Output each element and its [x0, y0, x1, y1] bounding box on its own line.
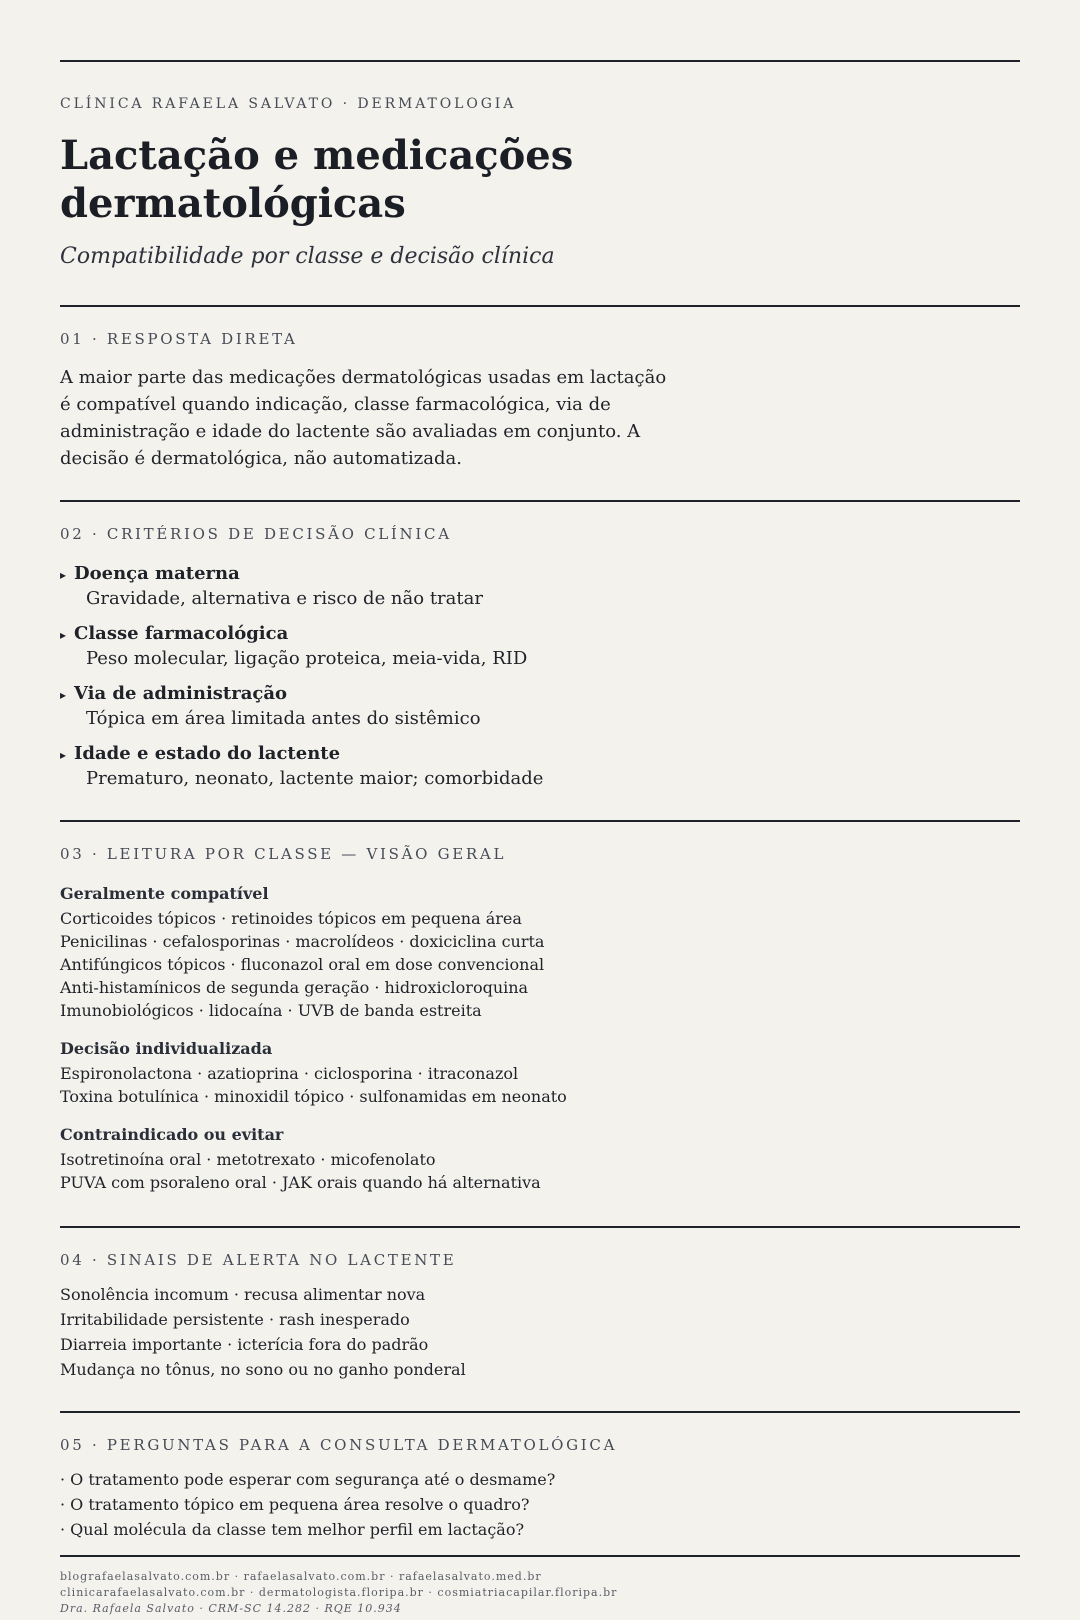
class-group-lines	[60, 1148, 1020, 1194]
section-label: 02 · CRITÉRIOS DE DECISÃO CLÍNICA	[60, 525, 452, 543]
criterion-title-text: Idade e estado do lactente	[74, 743, 341, 764]
section-direct-answer	[60, 329, 1020, 472]
section-divider	[60, 1226, 1020, 1228]
question-item: · Qual molécula da classe tem melhor perfil em lactação?	[60, 1520, 525, 1539]
criterion-item	[60, 742, 1020, 791]
class-group-individualized	[60, 1038, 1020, 1108]
footer-divider	[60, 1555, 1020, 1557]
criteria-list	[60, 562, 1020, 791]
section-questions	[60, 1435, 1020, 1542]
class-line: Penicilinas · cefalosporinas · macrolídeos · doxiciclina curta	[60, 932, 545, 951]
class-group-heading: Geralmente compatível	[60, 884, 269, 903]
class-group-heading: Contraindicado ou evitar	[60, 1125, 284, 1144]
section-divider	[60, 500, 1020, 502]
section-infant-alerts	[60, 1250, 1020, 1382]
class-line: PUVA com psoraleno oral · JAK orais quando há alternativa	[60, 1173, 541, 1192]
section-divider	[60, 1411, 1020, 1413]
class-line: Isotretinoína oral · metotrexato · micofenolato	[60, 1150, 436, 1169]
section-label: 04 · SINAIS DE ALERTA NO LACTENTE	[60, 1251, 457, 1269]
criterion-title	[60, 742, 1020, 766]
page-subtitle: Compatibilidade por classe e decisão clínica	[60, 244, 555, 269]
alert-signs-list	[60, 1282, 1020, 1382]
footer	[60, 1569, 1020, 1617]
alert-sign: Sonolência incomum · recusa alimentar nova	[60, 1285, 426, 1304]
alert-sign: Irritabilidade persistente · rash inesperado	[60, 1310, 410, 1329]
section-label: 05 · PERGUNTAS PARA A CONSULTA DERMATOLÓGICA	[60, 1436, 618, 1454]
question-item: · O tratamento tópico em pequena área resolve o quadro?	[60, 1495, 530, 1514]
criterion-title-text: Via de administração	[74, 683, 288, 704]
section-label: 03 · LEITURA POR CLASSE — VISÃO GERAL	[60, 845, 507, 863]
triangle-bullet-icon	[60, 629, 74, 641]
class-line: Toxina botulínica · minoxidil tópico · sulfonamidas em neonato	[60, 1087, 567, 1106]
section-divider	[60, 820, 1020, 822]
criterion-detail: Gravidade, alternativa e risco de não tratar	[86, 588, 483, 609]
clinic-eyebrow: CLÍNICA RAFAELA SALVATO · DERMATOLOGIA	[60, 96, 517, 112]
alert-sign: Mudança no tônus, no sono ou no ganho ponderal	[60, 1360, 466, 1379]
header	[60, 95, 1020, 271]
section-criteria	[60, 524, 1020, 791]
criterion-item	[60, 682, 1020, 731]
criterion-title	[60, 562, 1020, 586]
page-title: Lactação e medicações dermatológicas	[60, 132, 574, 227]
triangle-bullet-icon	[60, 749, 74, 761]
triangle-bullet-icon	[60, 569, 74, 581]
section-by-class	[60, 844, 1020, 1194]
criterion-item	[60, 562, 1020, 611]
question-item: · O tratamento pode esperar com segurança até o desmame?	[60, 1470, 556, 1489]
criterion-title-text: Doença materna	[74, 563, 240, 584]
class-group-lines	[60, 907, 1020, 1022]
criterion-detail: Peso molecular, ligação proteica, meia-vida, RID	[86, 648, 528, 669]
triangle-bullet-icon	[60, 689, 74, 701]
footer-credentials: Dra. Rafaela Salvato · CRM-SC 14.282 · RQE 10.934	[60, 1602, 402, 1615]
class-line: Antifúngicos tópicos · fluconazol oral em dose convencional	[60, 955, 545, 974]
criterion-title	[60, 622, 1020, 646]
section-divider	[60, 305, 1020, 307]
section-label: 01 · RESPOSTA DIRETA	[60, 330, 298, 348]
criterion-title	[60, 682, 1020, 706]
criterion-detail: Prematuro, neonato, lactente maior; comorbidade	[86, 768, 544, 789]
criterion-item	[60, 622, 1020, 671]
direct-answer-text: A maior parte das medicações dermatológicas usadas em lactação é compatível quando indicação, classe farmacológica, via de administração e idade do lactente são avaliadas em conjunto. A decisão é dermatológica, não automatizada.	[60, 367, 667, 469]
class-line: Espironolactona · azatioprina · ciclosporina · itraconazol	[60, 1064, 519, 1083]
class-group-heading: Decisão individualizada	[60, 1039, 273, 1058]
class-line: Imunobiológicos · lidocaína · UVB de banda estreita	[60, 1001, 482, 1020]
class-group-contraindicated	[60, 1124, 1020, 1194]
criterion-detail: Tópica em área limitada antes do sistêmico	[86, 708, 481, 729]
criterion-title-text: Classe farmacológica	[74, 623, 289, 644]
top-rule	[60, 60, 1020, 62]
footer-sites-line: clinicarafaelasalvato.com.br · dermatologista.floripa.br · cosmiatriacapilar.floripa.br	[60, 1586, 618, 1599]
questions-list	[60, 1467, 1020, 1542]
class-line: Corticoides tópicos · retinoides tópicos em pequena área	[60, 909, 522, 928]
class-group-compatible	[60, 883, 1020, 1022]
alert-sign: Diarreia importante · icterícia fora do padrão	[60, 1335, 429, 1354]
class-group-lines	[60, 1062, 1020, 1108]
footer-sites-line: blografaelasalvato.com.br · rafaelasalvato.com.br · rafaelasalvato.med.br	[60, 1570, 542, 1583]
class-line: Anti-histamínicos de segunda geração · hidroxicloroquina	[60, 978, 529, 997]
